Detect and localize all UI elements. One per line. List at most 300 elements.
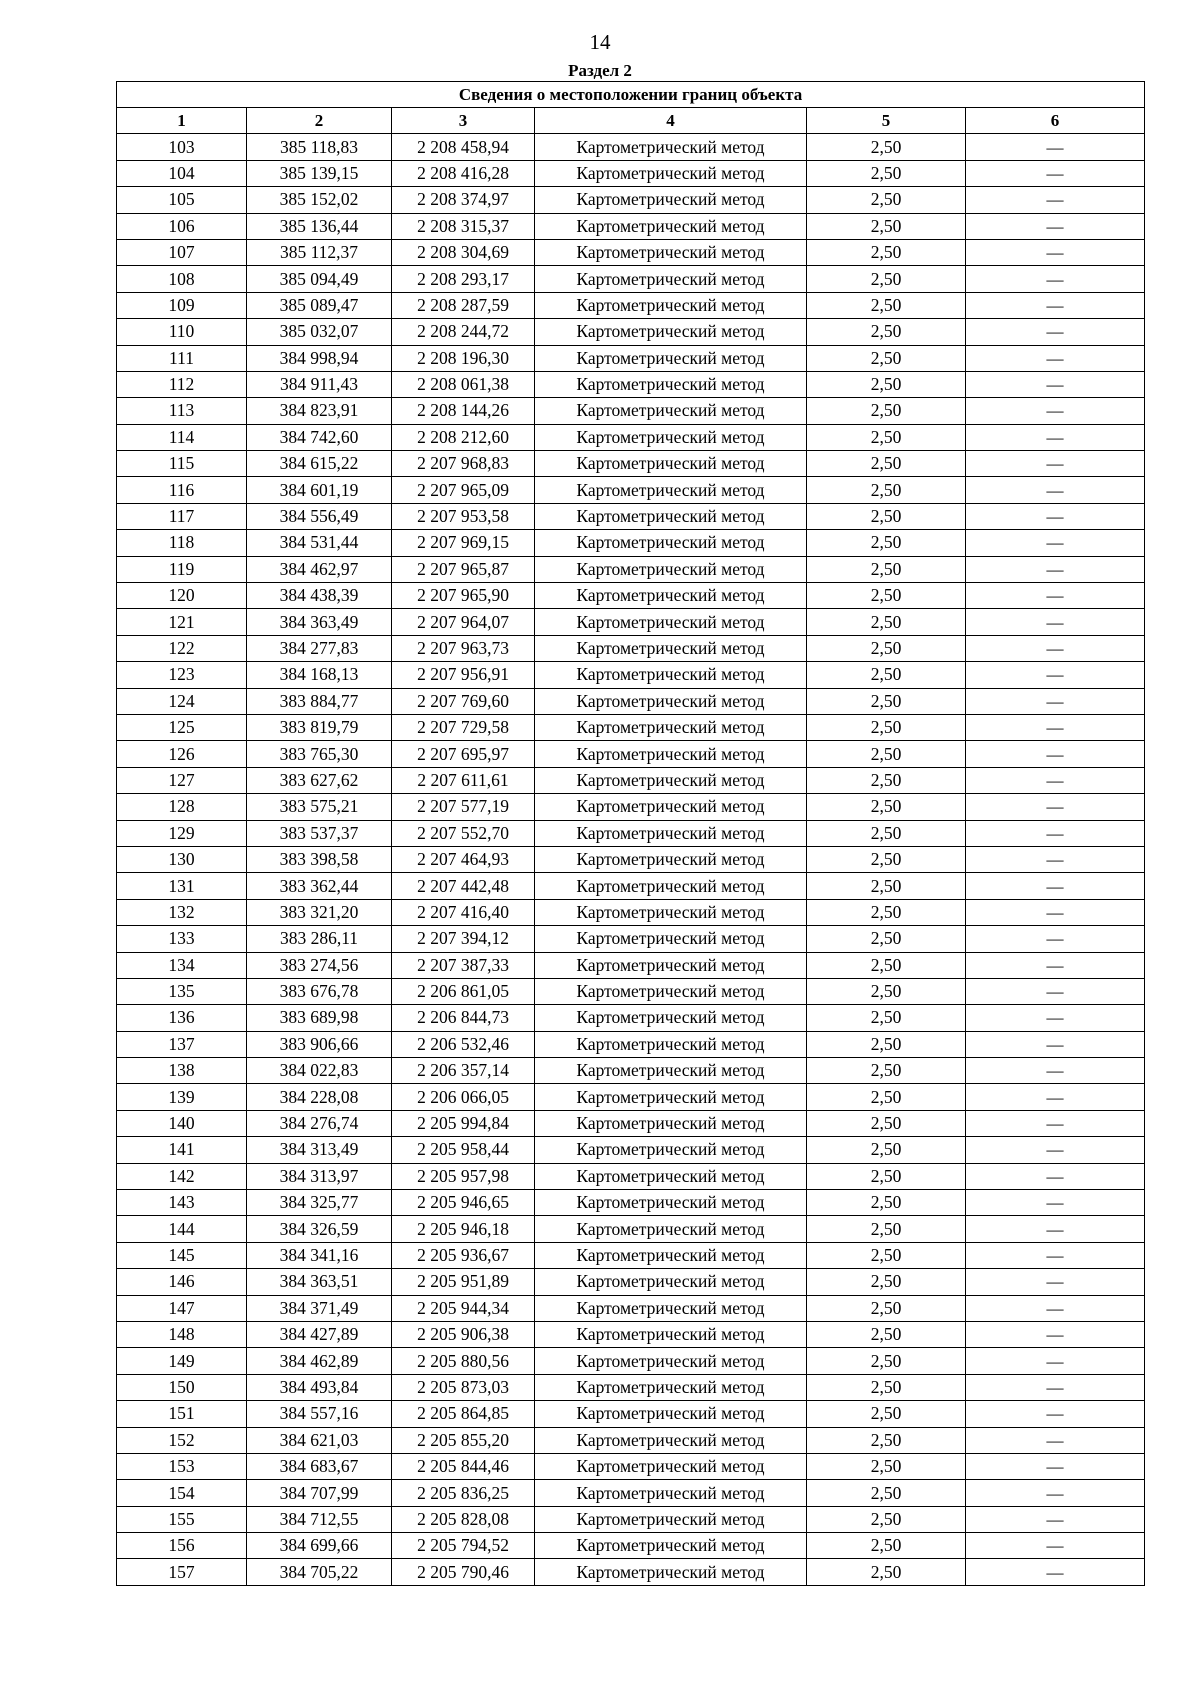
point-number-cell: 112 [117,371,247,397]
accuracy-cell: 2,50 [807,134,966,160]
description-cell: — [966,820,1145,846]
x-coordinate-cell: 384 341,16 [247,1242,392,1268]
y-coordinate-cell: 2 207 968,83 [392,451,535,477]
table-row [117,451,1145,477]
table-row [117,820,1145,846]
point-number-cell: 133 [117,926,247,952]
x-coordinate-cell: 384 705,22 [247,1559,392,1585]
y-coordinate-cell: 2 205 844,46 [392,1453,535,1479]
point-number-cell: 155 [117,1506,247,1532]
description-cell: — [966,424,1145,450]
x-coordinate-cell: 385 112,37 [247,239,392,265]
description-cell: — [966,371,1145,397]
point-number-cell: 117 [117,503,247,529]
accuracy-cell: 2,50 [807,609,966,635]
accuracy-cell: 2,50 [807,1348,966,1374]
column-numbers-row [117,108,1145,134]
x-coordinate-cell: 384 742,60 [247,424,392,450]
table-row [117,741,1145,767]
method-cell: Картометрический метод [535,1031,807,1057]
table-row [117,556,1145,582]
table-row [117,292,1145,318]
y-coordinate-cell: 2 208 315,37 [392,213,535,239]
y-coordinate-cell: 2 207 729,58 [392,714,535,740]
method-cell: Картометрический метод [535,1374,807,1400]
accuracy-cell: 2,50 [807,1110,966,1136]
table-row [117,583,1145,609]
y-coordinate-cell: 2 207 416,40 [392,899,535,925]
point-number-cell: 148 [117,1321,247,1347]
table-row [117,1453,1145,1479]
x-coordinate-cell: 384 363,49 [247,609,392,635]
accuracy-cell: 2,50 [807,1269,966,1295]
method-cell: Картометрический метод [535,1321,807,1347]
accuracy-cell: 2,50 [807,820,966,846]
description-cell: — [966,741,1145,767]
description-cell: — [966,635,1145,661]
point-number-cell: 106 [117,213,247,239]
description-cell: — [966,1242,1145,1268]
accuracy-cell: 2,50 [807,926,966,952]
point-number-cell: 130 [117,846,247,872]
y-coordinate-cell: 2 208 304,69 [392,239,535,265]
x-coordinate-cell: 384 531,44 [247,530,392,556]
y-coordinate-cell: 2 207 769,60 [392,688,535,714]
method-cell: Картометрический метод [535,741,807,767]
description-cell: — [966,345,1145,371]
accuracy-cell: 2,50 [807,767,966,793]
method-cell: Картометрический метод [535,503,807,529]
method-cell: Картометрический метод [535,662,807,688]
table-row [117,1110,1145,1136]
description-cell: — [966,1427,1145,1453]
method-cell: Картометрический метод [535,926,807,952]
point-number-cell: 157 [117,1559,247,1585]
y-coordinate-cell: 2 207 577,19 [392,794,535,820]
table-row [117,477,1145,503]
accuracy-cell: 2,50 [807,794,966,820]
x-coordinate-cell: 383 398,58 [247,846,392,872]
table-row [117,319,1145,345]
description-cell: — [966,926,1145,952]
point-number-cell: 107 [117,239,247,265]
accuracy-cell: 2,50 [807,1242,966,1268]
accuracy-cell: 2,50 [807,1506,966,1532]
accuracy-cell: 2,50 [807,371,966,397]
x-coordinate-cell: 384 699,66 [247,1533,392,1559]
table-row [117,899,1145,925]
method-cell: Картометрический метод [535,952,807,978]
x-coordinate-cell: 385 089,47 [247,292,392,318]
description-cell: — [966,583,1145,609]
y-coordinate-cell: 2 206 532,46 [392,1031,535,1057]
method-cell: Картометрический метод [535,1480,807,1506]
y-coordinate-cell: 2 208 287,59 [392,292,535,318]
table-row [117,978,1145,1004]
x-coordinate-cell: 384 363,51 [247,1269,392,1295]
method-cell: Картометрический метод [535,714,807,740]
point-number-cell: 136 [117,1005,247,1031]
accuracy-cell: 2,50 [807,160,966,186]
x-coordinate-cell: 383 689,98 [247,1005,392,1031]
y-coordinate-cell: 2 205 828,08 [392,1506,535,1532]
y-coordinate-cell: 2 208 374,97 [392,187,535,213]
method-cell: Картометрический метод [535,899,807,925]
method-cell: Картометрический метод [535,583,807,609]
table-caption: Сведения о местоположении границ объекта [117,82,1145,108]
point-number-cell: 145 [117,1242,247,1268]
description-cell: — [966,794,1145,820]
x-coordinate-cell: 384 438,39 [247,583,392,609]
point-number-cell: 139 [117,1084,247,1110]
x-coordinate-cell: 384 462,89 [247,1348,392,1374]
point-number-cell: 140 [117,1110,247,1136]
accuracy-cell: 2,50 [807,319,966,345]
y-coordinate-cell: 2 205 880,56 [392,1348,535,1374]
x-coordinate-cell: 384 022,83 [247,1058,392,1084]
point-number-cell: 131 [117,873,247,899]
table-row [117,266,1145,292]
point-number-cell: 114 [117,424,247,450]
accuracy-cell: 2,50 [807,1480,966,1506]
point-number-cell: 151 [117,1401,247,1427]
y-coordinate-cell: 2 205 836,25 [392,1480,535,1506]
x-coordinate-cell: 384 276,74 [247,1110,392,1136]
y-coordinate-cell: 2 207 964,07 [392,609,535,635]
accuracy-cell: 2,50 [807,952,966,978]
accuracy-cell: 2,50 [807,556,966,582]
accuracy-cell: 2,50 [807,1321,966,1347]
accuracy-cell: 2,50 [807,846,966,872]
method-cell: Картометрический метод [535,1559,807,1585]
accuracy-cell: 2,50 [807,1163,966,1189]
y-coordinate-cell: 2 205 951,89 [392,1269,535,1295]
table-row [117,767,1145,793]
y-coordinate-cell: 2 207 394,12 [392,926,535,952]
description-cell: — [966,899,1145,925]
table-row [117,952,1145,978]
y-coordinate-cell: 2 205 864,85 [392,1401,535,1427]
x-coordinate-cell: 383 884,77 [247,688,392,714]
table-row [117,345,1145,371]
description-cell: — [966,1137,1145,1163]
method-cell: Картометрический метод [535,451,807,477]
table-row [117,662,1145,688]
accuracy-cell: 2,50 [807,451,966,477]
point-number-cell: 113 [117,398,247,424]
method-cell: Картометрический метод [535,846,807,872]
point-number-cell: 149 [117,1348,247,1374]
description-cell: — [966,662,1145,688]
accuracy-cell: 2,50 [807,1401,966,1427]
method-cell: Картометрический метод [535,1058,807,1084]
point-number-cell: 104 [117,160,247,186]
point-number-cell: 146 [117,1269,247,1295]
x-coordinate-cell: 383 537,37 [247,820,392,846]
accuracy-cell: 2,50 [807,1005,966,1031]
table-row [117,213,1145,239]
point-number-cell: 111 [117,345,247,371]
description-cell: — [966,714,1145,740]
description-cell: — [966,1401,1145,1427]
y-coordinate-cell: 2 205 958,44 [392,1137,535,1163]
point-number-cell: 141 [117,1137,247,1163]
description-cell: — [966,1506,1145,1532]
accuracy-cell: 2,50 [807,1559,966,1585]
table-row [117,846,1145,872]
y-coordinate-cell: 2 207 611,61 [392,767,535,793]
method-cell: Картометрический метод [535,1110,807,1136]
accuracy-cell: 2,50 [807,1216,966,1242]
x-coordinate-cell: 384 998,94 [247,345,392,371]
description-cell: — [966,398,1145,424]
y-coordinate-cell: 2 207 464,93 [392,846,535,872]
table-row [117,503,1145,529]
y-coordinate-cell: 2 208 196,30 [392,345,535,371]
y-coordinate-cell: 2 208 293,17 [392,266,535,292]
accuracy-cell: 2,50 [807,213,966,239]
description-cell: — [966,1559,1145,1585]
point-number-cell: 103 [117,134,247,160]
y-coordinate-cell: 2 207 965,87 [392,556,535,582]
y-coordinate-cell: 2 205 946,18 [392,1216,535,1242]
accuracy-cell: 2,50 [807,1084,966,1110]
method-cell: Картометрический метод [535,1348,807,1374]
method-cell: Картометрический метод [535,424,807,450]
y-coordinate-cell: 2 205 855,20 [392,1427,535,1453]
point-number-cell: 137 [117,1031,247,1057]
point-number-cell: 128 [117,794,247,820]
point-number-cell: 134 [117,952,247,978]
method-cell: Картометрический метод [535,292,807,318]
table-row [117,926,1145,952]
x-coordinate-cell: 384 621,03 [247,1427,392,1453]
table-row [117,688,1145,714]
accuracy-cell: 2,50 [807,477,966,503]
column-number-4: 4 [535,108,807,134]
x-coordinate-cell: 384 823,91 [247,398,392,424]
method-cell: Картометрический метод [535,371,807,397]
method-cell: Картометрический метод [535,134,807,160]
point-number-cell: 142 [117,1163,247,1189]
x-coordinate-cell: 383 906,66 [247,1031,392,1057]
x-coordinate-cell: 384 911,43 [247,371,392,397]
accuracy-cell: 2,50 [807,899,966,925]
description-cell: — [966,1453,1145,1479]
accuracy-cell: 2,50 [807,873,966,899]
table-row [117,794,1145,820]
y-coordinate-cell: 2 207 956,91 [392,662,535,688]
table-body [117,134,1145,1585]
accuracy-cell: 2,50 [807,1190,966,1216]
method-cell: Картометрический метод [535,820,807,846]
x-coordinate-cell: 383 819,79 [247,714,392,740]
y-coordinate-cell: 2 205 936,67 [392,1242,535,1268]
description-cell: — [966,319,1145,345]
table-row [117,635,1145,661]
description-cell: — [966,1190,1145,1216]
method-cell: Картометрический метод [535,1401,807,1427]
method-cell: Картометрический метод [535,1242,807,1268]
description-cell: — [966,609,1145,635]
method-cell: Картометрический метод [535,187,807,213]
accuracy-cell: 2,50 [807,1453,966,1479]
y-coordinate-cell: 2 208 244,72 [392,319,535,345]
column-number-3: 3 [392,108,535,134]
x-coordinate-cell: 384 557,16 [247,1401,392,1427]
table-row [117,530,1145,556]
method-cell: Картометрический метод [535,530,807,556]
point-number-cell: 123 [117,662,247,688]
y-coordinate-cell: 2 206 844,73 [392,1005,535,1031]
table-row [117,1506,1145,1532]
x-coordinate-cell: 384 325,77 [247,1190,392,1216]
point-number-cell: 121 [117,609,247,635]
accuracy-cell: 2,50 [807,424,966,450]
table-row [117,424,1145,450]
table-row [117,609,1145,635]
table-row [117,1348,1145,1374]
description-cell: — [966,1058,1145,1084]
accuracy-cell: 2,50 [807,635,966,661]
point-number-cell: 143 [117,1190,247,1216]
table-row [117,1163,1145,1189]
accuracy-cell: 2,50 [807,688,966,714]
x-coordinate-cell: 384 313,97 [247,1163,392,1189]
description-cell: — [966,1321,1145,1347]
method-cell: Картометрический метод [535,873,807,899]
table-row [117,1295,1145,1321]
point-number-cell: 105 [117,187,247,213]
y-coordinate-cell: 2 206 066,05 [392,1084,535,1110]
y-coordinate-cell: 2 205 994,84 [392,1110,535,1136]
x-coordinate-cell: 383 321,20 [247,899,392,925]
description-cell: — [966,978,1145,1004]
description-cell: — [966,1374,1145,1400]
method-cell: Картометрический метод [535,1216,807,1242]
description-cell: — [966,688,1145,714]
point-number-cell: 132 [117,899,247,925]
accuracy-cell: 2,50 [807,530,966,556]
method-cell: Картометрический метод [535,213,807,239]
table-row [117,398,1145,424]
point-number-cell: 119 [117,556,247,582]
method-cell: Картометрический метод [535,556,807,582]
column-number-5: 5 [807,108,966,134]
x-coordinate-cell: 383 765,30 [247,741,392,767]
y-coordinate-cell: 2 208 416,28 [392,160,535,186]
point-number-cell: 120 [117,583,247,609]
table-row [117,134,1145,160]
table-row [117,1031,1145,1057]
description-cell: — [966,1110,1145,1136]
y-coordinate-cell: 2 205 957,98 [392,1163,535,1189]
method-cell: Картометрический метод [535,767,807,793]
accuracy-cell: 2,50 [807,1058,966,1084]
table-row [117,1427,1145,1453]
description-cell: — [966,477,1145,503]
boundary-coordinates-table [116,81,1145,1586]
x-coordinate-cell: 383 575,21 [247,794,392,820]
description-cell: — [966,1533,1145,1559]
accuracy-cell: 2,50 [807,1295,966,1321]
point-number-cell: 124 [117,688,247,714]
description-cell: — [966,873,1145,899]
x-coordinate-cell: 384 493,84 [247,1374,392,1400]
method-cell: Картометрический метод [535,688,807,714]
table-row [117,873,1145,899]
x-coordinate-cell: 385 032,07 [247,319,392,345]
point-number-cell: 156 [117,1533,247,1559]
accuracy-cell: 2,50 [807,1374,966,1400]
method-cell: Картометрический метод [535,609,807,635]
table-row [117,1269,1145,1295]
accuracy-cell: 2,50 [807,1427,966,1453]
y-coordinate-cell: 2 207 965,90 [392,583,535,609]
table-row [117,1005,1145,1031]
table-row [117,1190,1145,1216]
y-coordinate-cell: 2 207 387,33 [392,952,535,978]
point-number-cell: 127 [117,767,247,793]
y-coordinate-cell: 2 205 944,34 [392,1295,535,1321]
y-coordinate-cell: 2 207 965,09 [392,477,535,503]
x-coordinate-cell: 383 676,78 [247,978,392,1004]
method-cell: Картометрический метод [535,1005,807,1031]
point-number-cell: 115 [117,451,247,477]
table-row [117,239,1145,265]
y-coordinate-cell: 2 205 794,52 [392,1533,535,1559]
x-coordinate-cell: 384 556,49 [247,503,392,529]
point-number-cell: 125 [117,714,247,740]
description-cell: — [966,134,1145,160]
method-cell: Картометрический метод [535,319,807,345]
description-cell: — [966,503,1145,529]
description-cell: — [966,1295,1145,1321]
accuracy-cell: 2,50 [807,714,966,740]
table-header [117,82,1145,134]
method-cell: Картометрический метод [535,160,807,186]
accuracy-cell: 2,50 [807,583,966,609]
x-coordinate-cell: 384 683,67 [247,1453,392,1479]
description-cell: — [966,160,1145,186]
x-coordinate-cell: 384 277,83 [247,635,392,661]
point-number-cell: 144 [117,1216,247,1242]
y-coordinate-cell: 2 207 963,73 [392,635,535,661]
point-number-cell: 116 [117,477,247,503]
description-cell: — [966,187,1145,213]
table-row [117,1559,1145,1585]
x-coordinate-cell: 384 615,22 [247,451,392,477]
table-row [117,1137,1145,1163]
description-cell: — [966,1480,1145,1506]
y-coordinate-cell: 2 207 969,15 [392,530,535,556]
description-cell: — [966,1031,1145,1057]
point-number-cell: 126 [117,741,247,767]
description-cell: — [966,292,1145,318]
table-row [117,1242,1145,1268]
point-number-cell: 135 [117,978,247,1004]
x-coordinate-cell: 385 152,02 [247,187,392,213]
method-cell: Картометрический метод [535,978,807,1004]
y-coordinate-cell: 2 208 458,94 [392,134,535,160]
point-number-cell: 153 [117,1453,247,1479]
y-coordinate-cell: 2 208 212,60 [392,424,535,450]
column-number-6: 6 [966,108,1145,134]
description-cell: — [966,530,1145,556]
method-cell: Картометрический метод [535,266,807,292]
method-cell: Картометрический метод [535,794,807,820]
page-number: 14 [589,30,611,54]
